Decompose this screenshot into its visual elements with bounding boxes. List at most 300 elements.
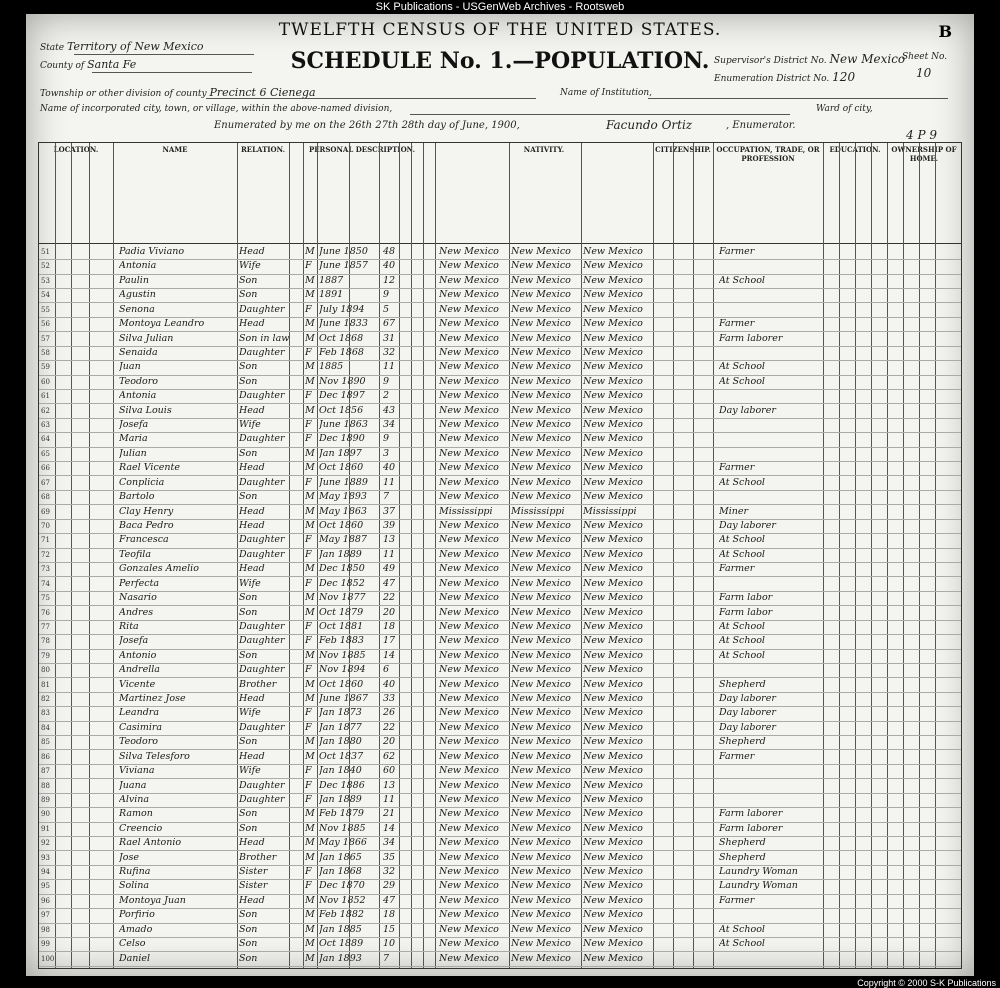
cell-bp: New Mexico bbox=[439, 894, 499, 906]
line-number: 57 bbox=[41, 334, 50, 343]
table-row bbox=[39, 836, 961, 851]
cell-birth: Oct 1868 bbox=[319, 332, 364, 344]
enum-value: 120 bbox=[832, 70, 856, 84]
cell-rel: Head bbox=[239, 750, 265, 762]
cell-age: 5 bbox=[383, 303, 390, 315]
cell-birth: 1885 bbox=[319, 361, 344, 373]
cell-age: 14 bbox=[383, 822, 396, 834]
cell-age: 14 bbox=[383, 649, 396, 661]
cell-fp: New Mexico bbox=[511, 260, 571, 272]
cell-rel: Son bbox=[239, 274, 258, 286]
cell-bp: Mississippi bbox=[439, 505, 493, 517]
population-table bbox=[38, 142, 962, 969]
cell-mp: New Mexico bbox=[583, 938, 643, 950]
cell-mp: New Mexico bbox=[583, 246, 643, 257]
table-row bbox=[39, 577, 961, 592]
table-row bbox=[39, 375, 961, 390]
cell-fp: New Mexico bbox=[511, 375, 571, 387]
cell-sex: F bbox=[305, 721, 312, 733]
cell-rel: Daughter bbox=[239, 303, 285, 315]
table-row bbox=[39, 360, 961, 375]
table-row bbox=[39, 245, 961, 260]
cell-name: Amado bbox=[119, 923, 153, 935]
cell-fp: New Mexico bbox=[511, 793, 571, 805]
cell-birth: Feb 1882 bbox=[319, 909, 364, 921]
cell-fp: New Mexico bbox=[511, 938, 571, 950]
cell-birth: Dec 1850 bbox=[319, 563, 365, 575]
cell-rel: Son bbox=[239, 491, 258, 503]
cell-sex: M bbox=[305, 447, 315, 459]
cell-sex: F bbox=[305, 346, 312, 358]
table-row bbox=[39, 952, 961, 967]
cell-mp: New Mexico bbox=[583, 693, 643, 705]
cell-age: 35 bbox=[383, 851, 396, 863]
cell-bp: New Mexico bbox=[439, 779, 499, 791]
cell-name: Creencio bbox=[119, 822, 163, 834]
cell-fp: New Mexico bbox=[511, 822, 571, 834]
cell-bp: New Mexico bbox=[439, 822, 499, 834]
city-label: Name of incorporated city, town, or village, within the above-named division, bbox=[40, 104, 393, 114]
sheet-value: 10 bbox=[916, 66, 932, 80]
cell-sex: F bbox=[305, 765, 312, 777]
cell-name: Rael Vicente bbox=[119, 462, 180, 474]
cell-rel: Sister bbox=[239, 866, 268, 878]
cell-bp: New Mexico bbox=[439, 750, 499, 762]
cell-fp: New Mexico bbox=[511, 476, 571, 488]
line-number: 60 bbox=[41, 377, 50, 386]
cell-rel: Daughter bbox=[239, 548, 285, 560]
cell-sex: F bbox=[305, 419, 312, 431]
cell-rel: Head bbox=[239, 462, 265, 474]
table-row bbox=[39, 894, 961, 909]
cell-mp: New Mexico bbox=[583, 476, 643, 488]
cell-bp: New Mexico bbox=[439, 519, 499, 531]
table-row bbox=[39, 303, 961, 318]
cell-mp: New Mexico bbox=[583, 447, 643, 459]
cell-birth: Oct 1879 bbox=[319, 606, 364, 618]
cell-mp: New Mexico bbox=[583, 822, 643, 834]
cell-birth: Nov 1885 bbox=[319, 649, 366, 661]
cell-bp: New Mexico bbox=[439, 462, 499, 474]
cell-sex: M bbox=[305, 404, 315, 416]
cell-bp: New Mexico bbox=[439, 246, 499, 257]
cell-rel: Son bbox=[239, 375, 258, 387]
cell-name: Montoya Juan bbox=[119, 894, 186, 906]
table-row bbox=[39, 908, 961, 923]
cell-occ: Day laborer bbox=[719, 693, 776, 705]
cell-age: 32 bbox=[383, 866, 396, 878]
cell-rel: Daughter bbox=[239, 476, 285, 488]
section-relation: RELATION. bbox=[240, 145, 286, 154]
line-number: 92 bbox=[41, 839, 50, 848]
line-number: 99 bbox=[41, 940, 50, 949]
cell-birth: June 1850 bbox=[319, 246, 368, 257]
cell-occ: Day laborer bbox=[719, 707, 776, 719]
cell-fp: New Mexico bbox=[511, 894, 571, 906]
cell-name: Vicente bbox=[119, 678, 156, 690]
cell-rel: Head bbox=[239, 894, 265, 906]
cell-occ: At School bbox=[719, 635, 765, 647]
cell-age: 9 bbox=[383, 375, 390, 387]
cell-rel: Son bbox=[239, 923, 258, 935]
cell-bp: New Mexico bbox=[439, 649, 499, 661]
cell-mp: New Mexico bbox=[583, 534, 643, 546]
cell-rel: Son in law bbox=[239, 332, 289, 344]
cell-name: Antonio bbox=[119, 649, 157, 661]
cell-fp: Mississippi bbox=[511, 505, 565, 517]
table-row bbox=[39, 447, 961, 462]
cell-fp: New Mexico bbox=[511, 880, 571, 892]
cell-age: 15 bbox=[383, 923, 396, 935]
cell-sex: M bbox=[305, 909, 315, 921]
enumerator-label: , Enumerator. bbox=[726, 120, 796, 131]
cell-rel: Daughter bbox=[239, 390, 285, 402]
cell-occ: Farm labor bbox=[719, 606, 773, 618]
cell-mp: New Mexico bbox=[583, 793, 643, 805]
cell-bp: New Mexico bbox=[439, 880, 499, 892]
state-label: State Territory of New Mexico bbox=[40, 40, 204, 53]
cell-mp: New Mexico bbox=[583, 909, 643, 921]
cell-birth: Nov 1885 bbox=[319, 822, 366, 834]
cell-age: 18 bbox=[383, 620, 396, 632]
cell-sex: M bbox=[305, 851, 315, 863]
cell-fp: New Mexico bbox=[511, 318, 571, 330]
cell-occ: Farm laborer bbox=[719, 822, 783, 834]
cell-fp: New Mexico bbox=[511, 303, 571, 315]
cell-name: Porfirio bbox=[119, 909, 155, 921]
cell-sex: M bbox=[305, 750, 315, 762]
cell-birth: June 1833 bbox=[319, 318, 368, 330]
census-sheet bbox=[26, 14, 974, 976]
cell-bp: New Mexico bbox=[439, 346, 499, 358]
cell-fp: New Mexico bbox=[511, 419, 571, 431]
cell-name: Julian bbox=[119, 447, 147, 459]
cell-name: Andrella bbox=[119, 664, 160, 676]
cell-mp: New Mexico bbox=[583, 303, 643, 315]
cell-age: 22 bbox=[383, 721, 396, 733]
cell-age: 49 bbox=[383, 563, 396, 575]
cell-name: Solina bbox=[119, 880, 150, 892]
line-number: 68 bbox=[41, 493, 50, 502]
cell-birth: Dec 1886 bbox=[319, 779, 365, 791]
line-number: 65 bbox=[41, 449, 50, 458]
cell-age: 39 bbox=[383, 519, 396, 531]
table-row bbox=[39, 634, 961, 649]
township-value: Precinct 6 Cienega bbox=[209, 86, 316, 99]
line-number: 83 bbox=[41, 709, 50, 718]
section-personal: PERSONAL DESCRIPTION. bbox=[308, 145, 416, 154]
line-number: 73 bbox=[41, 565, 50, 574]
cell-name: Perfecta bbox=[119, 577, 160, 589]
cell-bp: New Mexico bbox=[439, 620, 499, 632]
cell-fp: New Mexico bbox=[511, 649, 571, 661]
cell-birth: Jan 1873 bbox=[319, 707, 362, 719]
cell-fp: New Mexico bbox=[511, 721, 571, 733]
cell-name: Montoya Leandro bbox=[119, 318, 205, 330]
cell-sex: F bbox=[305, 303, 312, 315]
cell-age: 47 bbox=[383, 577, 396, 589]
cell-sex: M bbox=[305, 894, 315, 906]
cell-name: Rufina bbox=[119, 866, 151, 878]
cell-sex: M bbox=[305, 462, 315, 474]
cell-name: Senaida bbox=[119, 346, 158, 358]
cell-sex: F bbox=[305, 433, 312, 445]
cell-age: 22 bbox=[383, 592, 396, 604]
table-row bbox=[39, 735, 961, 750]
cell-birth: Dec 1870 bbox=[319, 880, 365, 892]
cell-birth: Jan 1877 bbox=[319, 721, 362, 733]
cell-bp: New Mexico bbox=[439, 563, 499, 575]
cell-birth: Jan 1840 bbox=[319, 765, 362, 777]
cell-occ: Farm labor bbox=[719, 592, 773, 604]
cell-age: 13 bbox=[383, 534, 396, 546]
cell-mp: New Mexico bbox=[583, 851, 643, 863]
cell-mp: New Mexico bbox=[583, 707, 643, 719]
cell-name: Silva Julian bbox=[119, 332, 174, 344]
cell-occ: Farmer bbox=[719, 563, 755, 575]
enum-label: Enumeration District No. 120 bbox=[714, 70, 856, 84]
table-row bbox=[39, 807, 961, 822]
cell-name: Rael Antonio bbox=[119, 837, 182, 849]
cell-age: 10 bbox=[383, 938, 396, 950]
cell-rel: Son bbox=[239, 822, 258, 834]
table-row bbox=[39, 533, 961, 548]
cell-fp: New Mexico bbox=[511, 548, 571, 560]
line-number: 77 bbox=[41, 622, 50, 631]
table-row bbox=[39, 706, 961, 721]
cell-rel: Daughter bbox=[239, 620, 285, 632]
cell-rel: Son bbox=[239, 447, 258, 459]
cell-rel: Daughter bbox=[239, 793, 285, 805]
cell-sex: M bbox=[305, 938, 315, 950]
table-row bbox=[39, 793, 961, 808]
cell-sex: M bbox=[305, 289, 315, 301]
cell-name: Leandra bbox=[119, 707, 159, 719]
cell-rel: Head bbox=[239, 693, 265, 705]
table-row bbox=[39, 317, 961, 332]
cell-fp: New Mexico bbox=[511, 923, 571, 935]
line-number: 98 bbox=[41, 925, 50, 934]
cell-mp: New Mexico bbox=[583, 289, 643, 301]
cell-bp: New Mexico bbox=[439, 375, 499, 387]
cell-sex: M bbox=[305, 246, 315, 257]
cell-rel: Wife bbox=[239, 765, 261, 777]
line-number: 86 bbox=[41, 752, 50, 761]
table-row bbox=[39, 461, 961, 476]
cell-fp: New Mexico bbox=[511, 851, 571, 863]
table-row bbox=[39, 591, 961, 606]
cell-age: 26 bbox=[383, 707, 396, 719]
cell-rel: Head bbox=[239, 404, 265, 416]
cell-fp: New Mexico bbox=[511, 664, 571, 676]
cell-age: 67 bbox=[383, 318, 396, 330]
cell-bp: New Mexico bbox=[439, 635, 499, 647]
line-number: 88 bbox=[41, 781, 50, 790]
section-ownership: OWNERSHIP OF HOME. bbox=[891, 145, 957, 163]
cell-birth: Oct 1860 bbox=[319, 678, 364, 690]
table-row bbox=[39, 822, 961, 837]
cell-occ: Laundry Woman bbox=[719, 880, 798, 892]
cell-bp: New Mexico bbox=[439, 707, 499, 719]
cell-name: Juan bbox=[119, 361, 141, 373]
cell-fp: New Mexico bbox=[511, 606, 571, 618]
cell-rel: Wife bbox=[239, 577, 261, 589]
table-row bbox=[39, 432, 961, 447]
cell-name: Celso bbox=[119, 938, 146, 950]
cell-birth: Jan 1889 bbox=[319, 793, 362, 805]
cell-bp: New Mexico bbox=[439, 664, 499, 676]
cell-mp: New Mexico bbox=[583, 620, 643, 632]
cell-bp: New Mexico bbox=[439, 433, 499, 445]
cell-age: 2 bbox=[383, 390, 390, 402]
schedule-title: SCHEDULE No. 1.—POPULATION. bbox=[290, 48, 710, 74]
cell-name: Jose bbox=[119, 851, 140, 863]
table-row bbox=[39, 923, 961, 938]
cell-sex: M bbox=[305, 736, 315, 748]
cell-age: 9 bbox=[383, 433, 390, 445]
cell-age: 40 bbox=[383, 260, 396, 272]
cell-mp: New Mexico bbox=[583, 750, 643, 762]
cell-occ: At School bbox=[719, 620, 765, 632]
table-row bbox=[39, 418, 961, 433]
cell-sex: M bbox=[305, 274, 315, 286]
cell-fp: New Mexico bbox=[511, 909, 571, 921]
line-number: 97 bbox=[41, 911, 50, 920]
cell-bp: New Mexico bbox=[439, 419, 499, 431]
cell-name: Teodoro bbox=[119, 736, 159, 748]
cell-occ: Farmer bbox=[719, 462, 755, 474]
cell-name: Maria bbox=[119, 433, 148, 445]
cell-bp: New Mexico bbox=[439, 404, 499, 416]
line-number: 94 bbox=[41, 868, 50, 877]
cell-occ: Shepherd bbox=[719, 851, 766, 863]
cell-occ: At School bbox=[719, 476, 765, 488]
table-row bbox=[39, 620, 961, 635]
cell-name: Josefa bbox=[119, 635, 149, 647]
cell-occ: Farmer bbox=[719, 246, 755, 257]
supervisor-value: New Mexico bbox=[829, 52, 906, 66]
cell-fp: New Mexico bbox=[511, 447, 571, 459]
cell-age: 34 bbox=[383, 419, 396, 431]
cell-name: Teodoro bbox=[119, 375, 159, 387]
cell-birth: Dec 1890 bbox=[319, 433, 365, 445]
census-title: TWELFTH CENSUS OF THE UNITED STATES. bbox=[278, 20, 722, 40]
line-number: 91 bbox=[41, 824, 50, 833]
cell-mp: New Mexico bbox=[583, 736, 643, 748]
enumerator-name: Facundo Ortiz bbox=[606, 118, 693, 132]
cell-fp: New Mexico bbox=[511, 361, 571, 373]
line-number: 78 bbox=[41, 637, 50, 646]
cell-mp: New Mexico bbox=[583, 361, 643, 373]
cell-occ: Farm laborer bbox=[719, 808, 783, 820]
cell-mp: New Mexico bbox=[583, 880, 643, 892]
cell-name: Viviana bbox=[119, 765, 155, 777]
cell-mp: New Mexico bbox=[583, 837, 643, 849]
cell-sex: F bbox=[305, 476, 312, 488]
copyright-notice: Copyright © 2000 S-K Publications bbox=[857, 978, 996, 988]
cell-fp: New Mexico bbox=[511, 779, 571, 791]
cell-birth: June 1857 bbox=[319, 260, 368, 272]
cell-birth: Jan 1893 bbox=[319, 952, 362, 964]
cell-sex: F bbox=[305, 548, 312, 560]
cell-age: 18 bbox=[383, 909, 396, 921]
cell-mp: New Mexico bbox=[583, 404, 643, 416]
cell-mp: New Mexico bbox=[583, 346, 643, 358]
line-number: 67 bbox=[41, 478, 50, 487]
cell-mp: New Mexico bbox=[583, 664, 643, 676]
institution-label: Name of Institution, bbox=[560, 88, 653, 98]
cell-bp: New Mexico bbox=[439, 318, 499, 330]
cell-mp: New Mexico bbox=[583, 635, 643, 647]
cell-birth: May 1893 bbox=[319, 491, 367, 503]
cell-occ: Miner bbox=[719, 505, 749, 517]
cell-bp: New Mexico bbox=[439, 837, 499, 849]
section-education: EDUCATION. bbox=[829, 145, 881, 154]
cell-birth: Nov 1877 bbox=[319, 592, 366, 604]
cell-bp: New Mexico bbox=[439, 721, 499, 733]
cell-occ: Shepherd bbox=[719, 678, 766, 690]
cell-mp: New Mexico bbox=[583, 866, 643, 878]
county-value: Santa Fe bbox=[87, 58, 137, 71]
cell-rel: Head bbox=[239, 563, 265, 575]
line-number: 81 bbox=[41, 680, 50, 689]
cell-fp: New Mexico bbox=[511, 390, 571, 402]
cell-sex: M bbox=[305, 952, 315, 964]
line-number: 75 bbox=[41, 594, 50, 603]
cell-bp: New Mexico bbox=[439, 923, 499, 935]
table-row bbox=[39, 259, 961, 274]
table-row bbox=[39, 505, 961, 520]
cell-mp: New Mexico bbox=[583, 332, 643, 344]
line-number: 71 bbox=[41, 536, 50, 545]
cell-mp: New Mexico bbox=[583, 548, 643, 560]
table-row bbox=[39, 851, 961, 866]
cell-mp: New Mexico bbox=[583, 419, 643, 431]
cell-mp: New Mexico bbox=[583, 894, 643, 906]
cell-occ: Shepherd bbox=[719, 736, 766, 748]
cell-name: Andres bbox=[119, 606, 154, 618]
cell-sex: M bbox=[305, 837, 315, 849]
cell-name: Nasario bbox=[119, 592, 157, 604]
cell-bp: New Mexico bbox=[439, 808, 499, 820]
cell-age: 11 bbox=[383, 361, 396, 373]
cell-occ: At School bbox=[719, 923, 765, 935]
table-row bbox=[39, 865, 961, 880]
table-row bbox=[39, 606, 961, 621]
cell-occ: At School bbox=[719, 938, 765, 950]
cell-bp: New Mexico bbox=[439, 678, 499, 690]
cell-birth: Oct 1856 bbox=[319, 404, 364, 416]
cell-name: Silva Louis bbox=[119, 404, 172, 416]
township-label: Township or other division of county Precinct 6 Cienega bbox=[40, 86, 316, 99]
table-row bbox=[39, 649, 961, 664]
cell-birth: 1887 bbox=[319, 274, 344, 286]
cell-mp: New Mexico bbox=[583, 577, 643, 589]
cell-age: 20 bbox=[383, 736, 396, 748]
cell-fp: New Mexico bbox=[511, 866, 571, 878]
line-number: 56 bbox=[41, 320, 50, 329]
cell-bp: New Mexico bbox=[439, 909, 499, 921]
cell-name: Francesca bbox=[119, 534, 169, 546]
cell-birth: Feb 1879 bbox=[319, 808, 364, 820]
cell-sex: M bbox=[305, 318, 315, 330]
table-row bbox=[39, 404, 961, 419]
cell-sex: M bbox=[305, 923, 315, 935]
cell-sex: M bbox=[305, 678, 315, 690]
cell-birth: Jan 1885 bbox=[319, 923, 362, 935]
cell-mp: New Mexico bbox=[583, 318, 643, 330]
page-number: 4 P 9 bbox=[906, 128, 937, 142]
